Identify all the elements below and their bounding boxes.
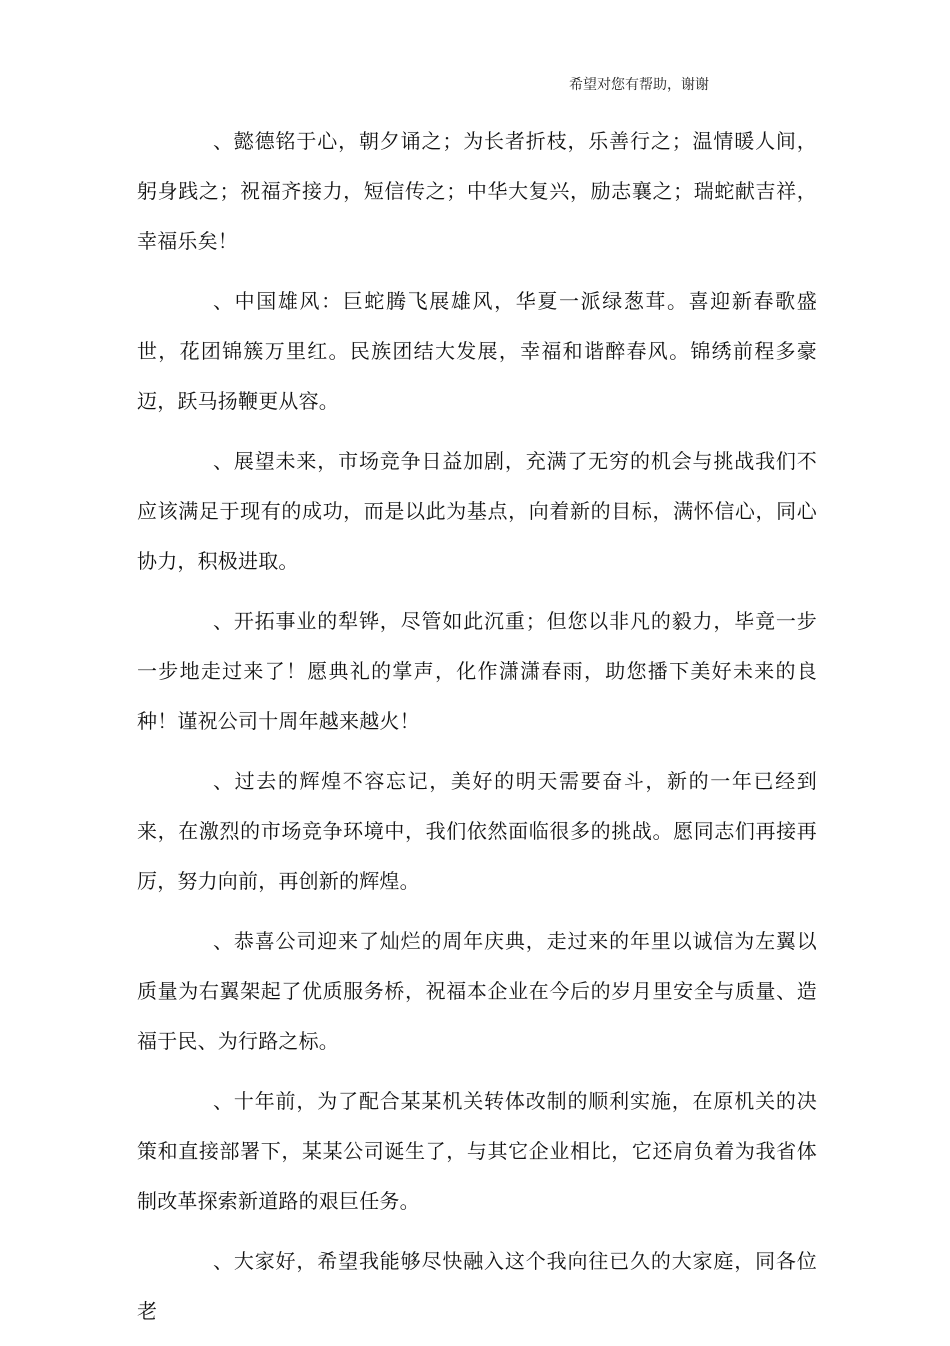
paragraph: 、十年前，为了配合某某机关转体改制的顺利实施，在原机关的决策和直接部署下，某某公司诞生了，与其它企业相比，它还肩负着为我省体制改革探索新道路的艰巨任务。 [137,1089,817,1213]
paragraph: 、展望未来，市场竞争日益加剧，充满了无穷的机会与挑战我们不应该满足于现有的成功，而是以此为基点，向着新的目标，满怀信心，同心协力，积极进取。 [137,449,817,573]
paragraph: 、大家好，希望我能够尽快融入这个我向往已久的大家庭，同各位老 [137,1249,817,1323]
paragraph: 、中国雄风：巨蛇腾飞展雄风，华夏一派绿葱茸。喜迎新春歌盛世，花团锦簇万里红。民族团结大发展，幸福和谐醉春风。锦绣前程多豪迈，跃马扬鞭更从容。 [137,289,817,413]
paragraph: 、开拓事业的犁铧，尽管如此沉重；但您以非凡的毅力，毕竟一步一步地走过来了！愿典礼的掌声，化作潇潇春雨，助您播下美好未来的良种！谨祝公司十周年越来越火！ [137,609,817,733]
header-note: 希望对您有帮助，谢谢 [569,77,709,93]
paragraph: 、恭喜公司迎来了灿烂的周年庆典，走过来的年里以诚信为左翼以质量为右翼架起了优质服务桥，祝福本企业在今后的岁月里安全与质量、造福于民、为行路之标。 [137,929,817,1053]
paragraph: 、懿德铭于心，朝夕诵之；为长者折枝，乐善行之；温情暖人间，躬身践之；祝福齐接力，短信传之；中华大复兴，励志襄之；瑞蛇献吉祥，幸福乐矣！ [137,129,817,253]
paragraph: 、过去的辉煌不容忘记，美好的明天需要奋斗，新的一年已经到来，在激烈的市场竞争环境中，我们依然面临很多的挑战。愿同志们再接再厉，努力向前，再创新的辉煌。 [137,769,817,893]
document-body [137,116,817,1346]
